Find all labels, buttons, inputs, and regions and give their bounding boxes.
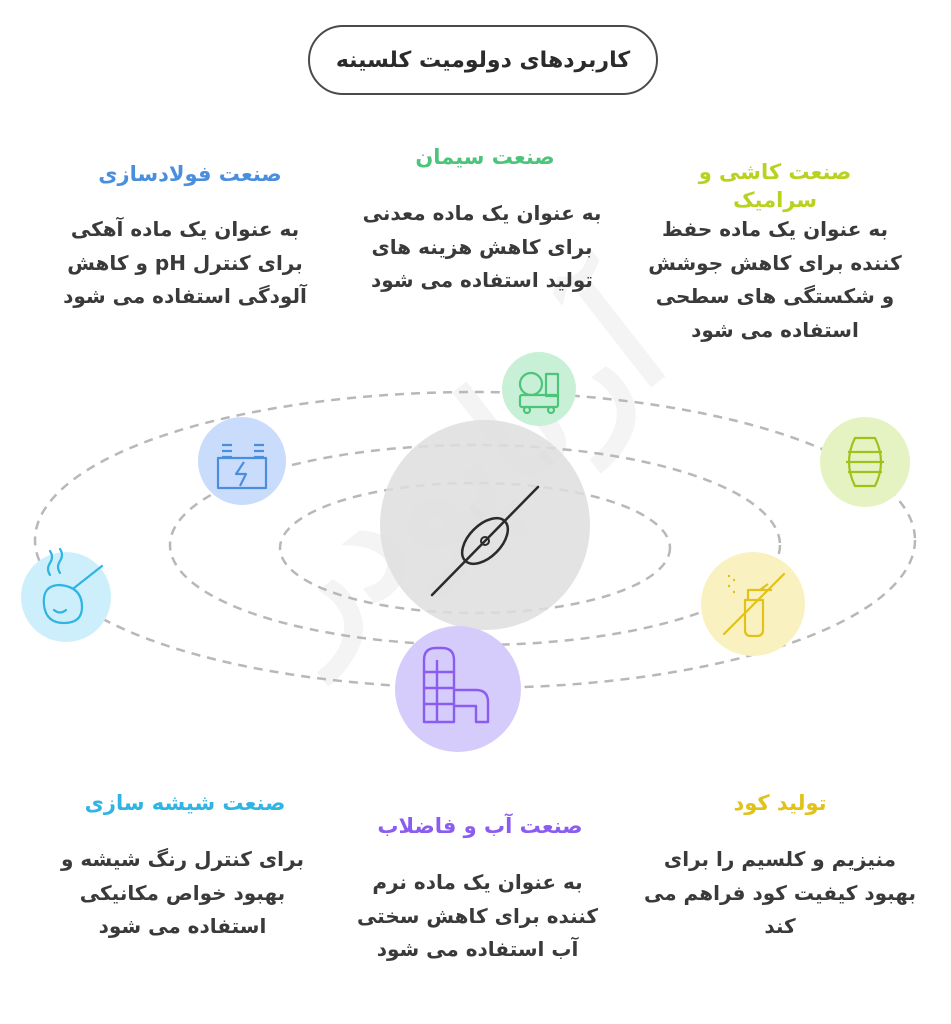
glass-blowing-icon — [21, 549, 111, 642]
no-spray-icon — [701, 552, 805, 656]
tile-text: به عنوان یک ماده حفظ کننده برای کاهش جوشش و شکستگی های سطحی استفاده می شود — [648, 217, 902, 342]
barrel-tile-icon — [820, 417, 910, 507]
water-heading: صنعت آب و فاضلاب — [377, 814, 583, 838]
tile-heading: صنعت کاشی و سرامیک — [698, 160, 852, 213]
cement-text: به عنوان یک ماده معدنی برای کاهش هزینه های تولید استفاده می شود — [362, 201, 602, 293]
steel-heading: صنعت فولادسازی — [98, 162, 282, 186]
diagram-title: کاربردهای دولومیت کلسینه — [308, 25, 658, 95]
factory-electric-icon — [198, 417, 286, 505]
fertilizer-text: منیزیم و کلسیم را برای بهبود کیفیت کود فراهم می کند — [643, 847, 917, 939]
glass-text: برای کنترل رنگ شیشه و بهبود خواص مکانیکی استفاده می شود — [61, 847, 304, 939]
cement-heading: صنعت سیمان — [415, 145, 555, 169]
cement-mixer-icon — [502, 352, 576, 426]
steel-text: به عنوان یک ماده آهکی برای کنترل pH و کاهش آلودگی استفاده می شود — [63, 217, 307, 309]
water-tower-pipe-icon — [395, 626, 521, 752]
fertilizer-heading: تولید کود — [733, 791, 827, 815]
water-text: به عنوان یک ماده نرم کننده برای کاهش سختی آب استفاده می شود — [356, 870, 599, 962]
capsule-icon — [380, 420, 590, 630]
glass-heading: صنعت شیشه سازی — [84, 791, 286, 815]
